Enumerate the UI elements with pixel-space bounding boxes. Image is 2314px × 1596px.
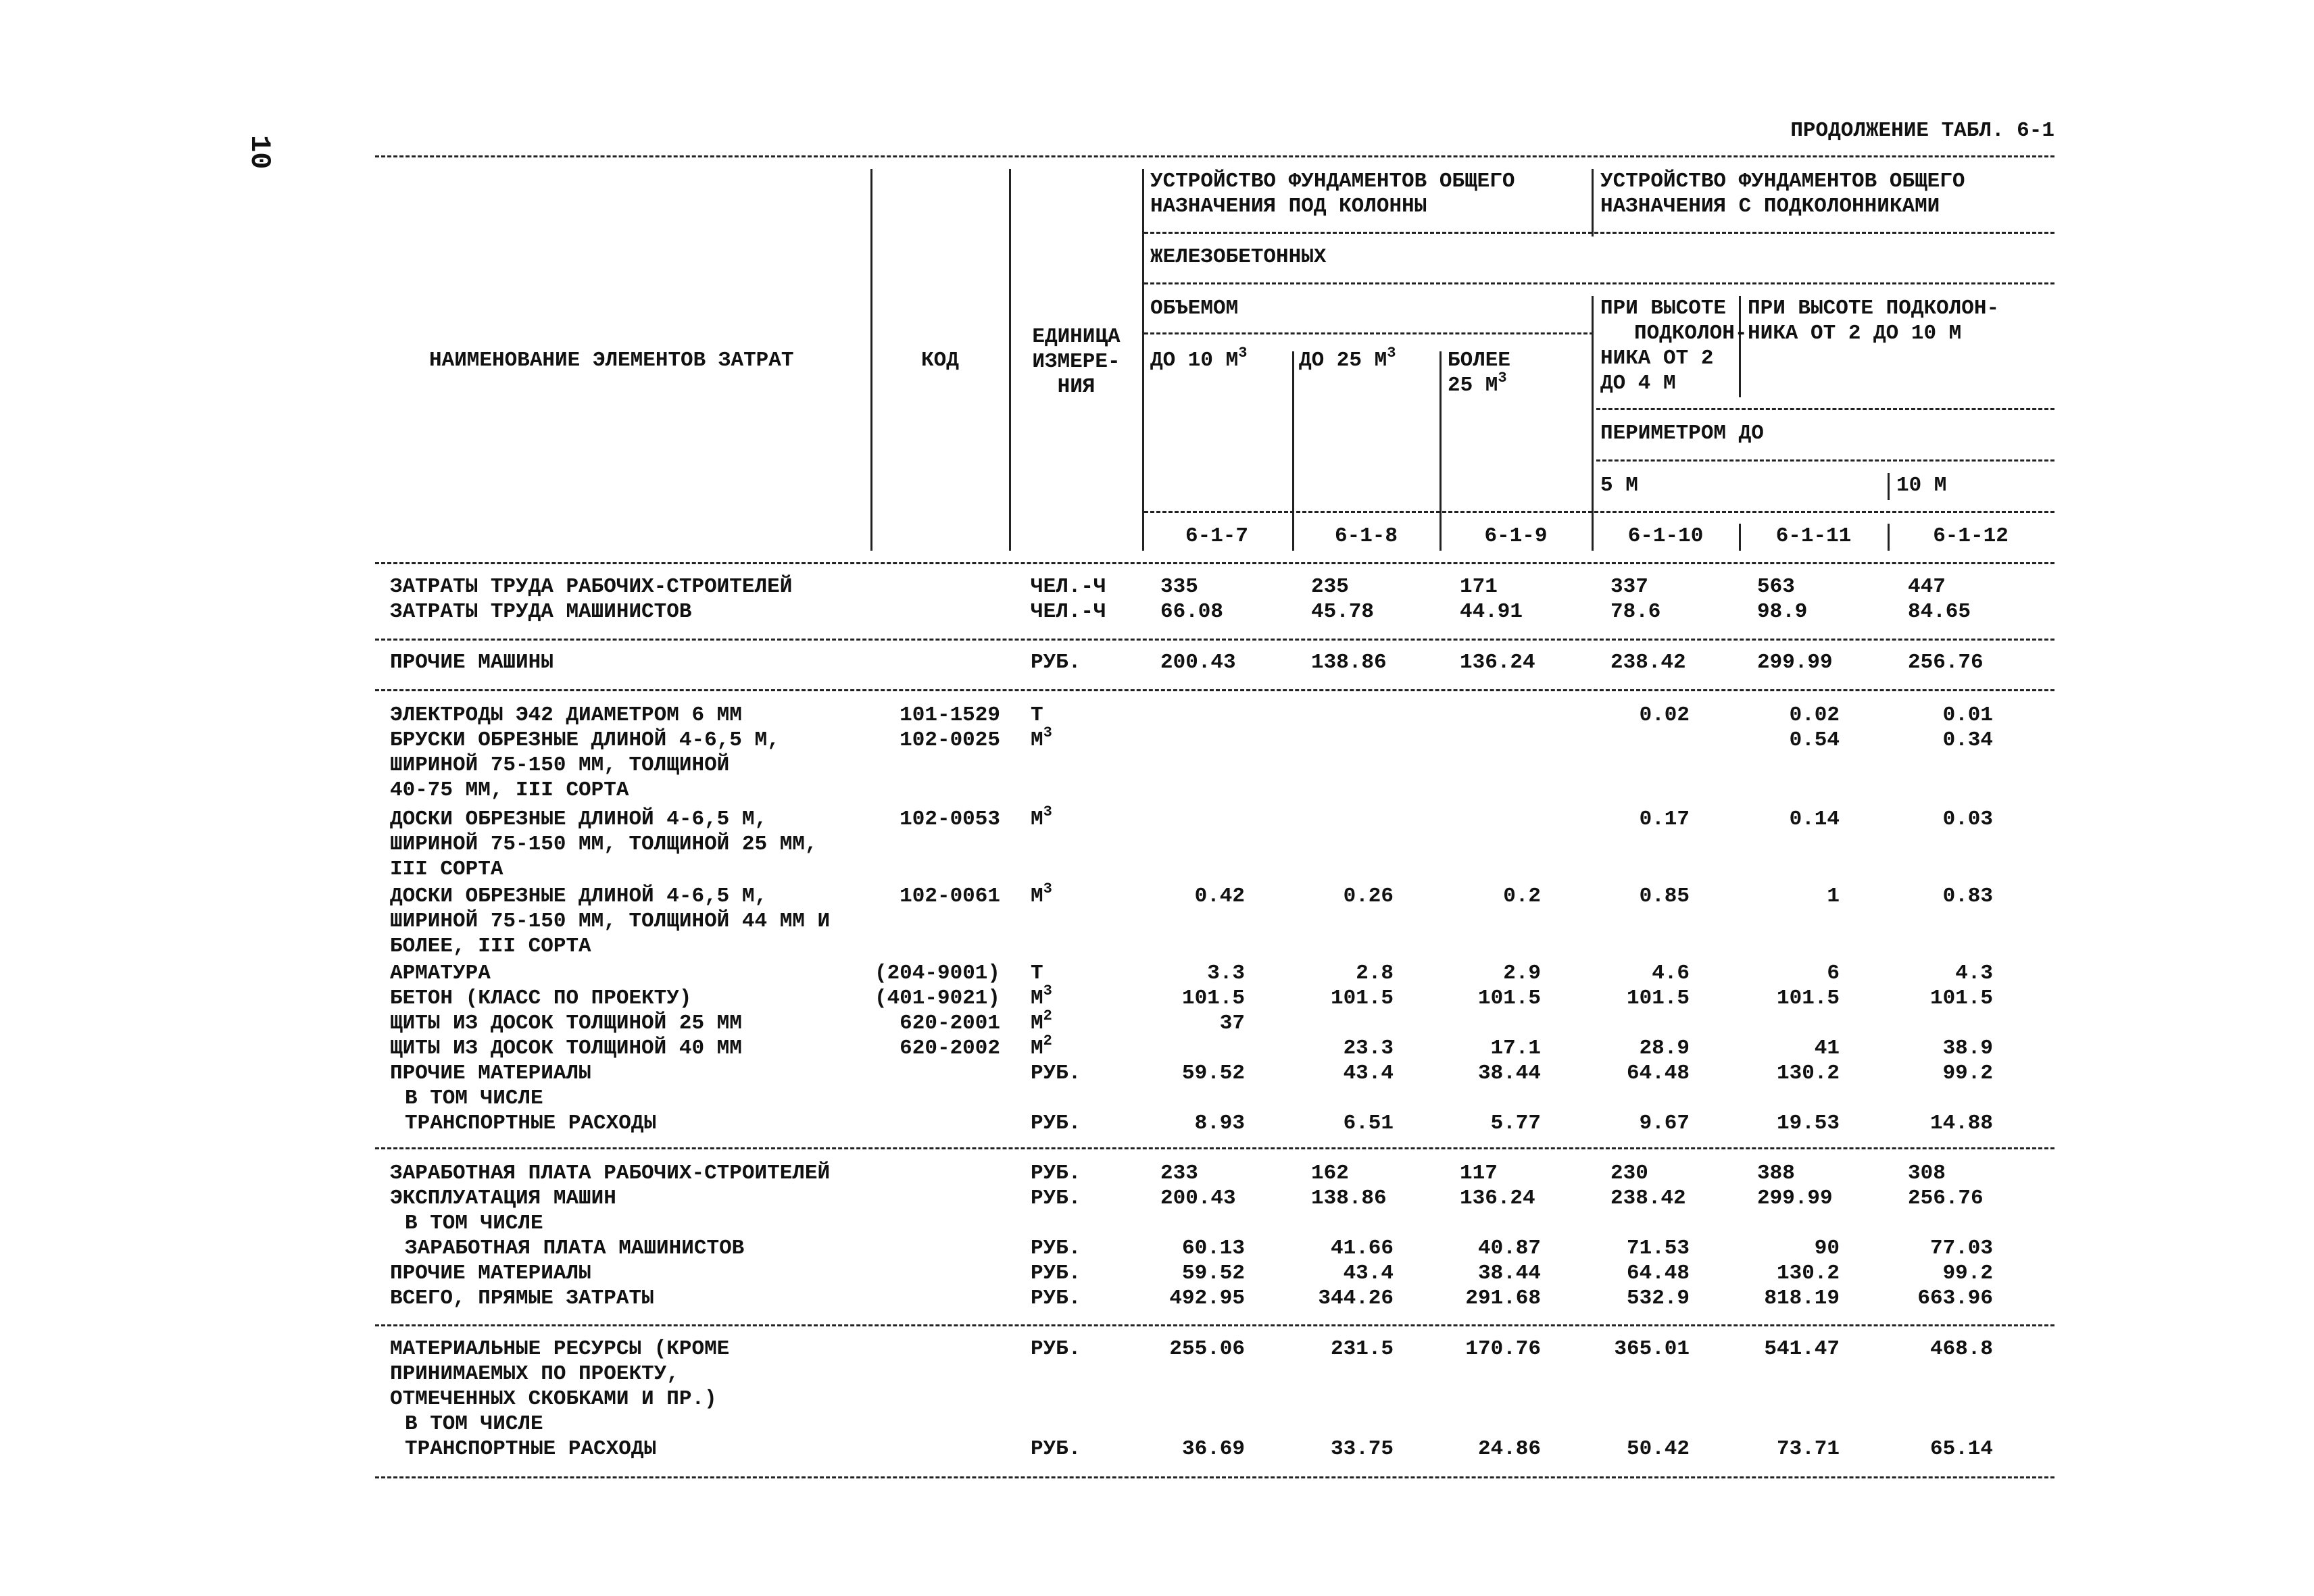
continuation-label: ПРОДОЛЖЕНИЕ ТАБЛ. 6-1 [1790,119,2054,143]
row-value: 64.48 [1626,1262,1690,1285]
row-name: ЭЛЕКТРОДЫ Э42 ДИАМЕТРОМ 6 ММ [390,703,742,727]
row-value: 78.6 [1610,600,1661,624]
header-name: НАИМЕНОВАНИЕ ЭЛЕМЕНТОВ ЗАТРАТ [429,349,794,372]
page-number: 10 [243,135,276,170]
row-name: БОЛЕЕ, III СОРТА [390,934,591,958]
table-top-rule [375,155,2054,157]
row-name: ВСЕГО, ПРЯМЫЕ ЗАТРАТЫ [390,1287,654,1310]
row-value: 17.1 [1490,1037,1541,1060]
row-name: ТРАНСПОРТНЫЕ РАСХОДЫ [405,1112,657,1135]
row-code: 102-0025 [900,728,1000,752]
code-6-1-9: 6-1-9 [1484,524,1548,548]
row-value: 2.8 [1356,962,1394,985]
row-name: ЩИТЫ ИЗ ДОСОК ТОЛЩИНОЙ 25 ММ [390,1012,742,1035]
row-value: 255.06 [1169,1337,1245,1361]
header-rule [1144,282,2054,284]
row-unit: $М^3$ [1031,803,1052,831]
row-value: 235 [1311,575,1349,599]
row-value: 38.44 [1477,1062,1541,1085]
row-name: БРУСКИ ОБРЕЗНЫЕ ДЛИНОЙ 4-6,5 М, [390,728,780,752]
row-value: 0.54 [1789,728,1840,752]
row-code: 102-0061 [900,884,1000,908]
row-value: 101.5 [1330,987,1394,1010]
row-value: 2.9 [1503,962,1541,985]
row-value: 0.02 [1789,703,1840,727]
header-unit: ЕДИНИЦА ИЗМЕРЕ- НИЯ [1032,325,1121,399]
header-vline [1888,473,1890,500]
header-rule [1144,511,2054,513]
row-unit: РУБ. [1031,1437,1081,1461]
row-value: 1 [1827,884,1840,908]
row-value: 44.91 [1460,600,1523,624]
header-rule [1144,332,1594,334]
row-name: ПРОЧИЕ МАТЕРИАЛЫ [390,1062,591,1085]
row-value: 38.9 [1942,1037,1993,1060]
row-value: 335 [1160,575,1198,599]
row-value: 4.3 [1955,962,1993,985]
header-vline [1142,169,1144,551]
section-rule [375,639,2054,641]
row-value: 238.42 [1610,1187,1686,1210]
row-code: 102-0053 [900,807,1000,831]
row-value: 6 [1827,962,1840,985]
row-value: 299.99 [1757,651,1833,674]
row-value: 170.76 [1465,1337,1541,1361]
row-unit: РУБ. [1031,1262,1081,1285]
header-vol-10: ДО 10 $М^3$ [1150,344,1248,372]
row-name: ШИРИНОЙ 75-150 ММ, ТОЛЩИНОЙ [390,753,730,777]
header-rule [1596,408,2054,410]
row-value: 256.76 [1908,1187,1984,1210]
row-value: 101.5 [1776,987,1840,1010]
row-value: 0.83 [1942,884,1993,908]
row-value: 71.53 [1626,1237,1690,1260]
header-code: КОД [921,349,959,372]
row-name: В ТОМ ЧИСЛЕ [405,1412,543,1436]
row-name: В ТОМ ЧИСЛЕ [405,1212,543,1235]
row-value: 90 [1814,1237,1840,1260]
row-value: 138.86 [1311,651,1387,674]
row-value: 136.24 [1460,1187,1535,1210]
code-6-1-11: 6-1-11 [1775,524,1852,548]
header-bottom-rule [375,562,2054,564]
header-volume: ОБЪЕМОМ [1150,297,1239,320]
row-value: 388 [1757,1162,1795,1185]
row-value: 117 [1460,1162,1498,1185]
row-value: 299.99 [1757,1187,1833,1210]
row-value: 4.6 [1652,962,1690,985]
row-value: 0.01 [1942,703,1993,727]
row-name: ШИРИНОЙ 75-150 ММ, ТОЛЩИНОЙ 25 ММ, [390,832,818,856]
row-value: 59.52 [1181,1062,1245,1085]
row-value: 24.86 [1477,1437,1541,1461]
header-perimeter: ПЕРИМЕТРОМ ДО [1600,422,1764,445]
row-value: 14.88 [1929,1112,1993,1135]
row-name: ЩИТЫ ИЗ ДОСОК ТОЛЩИНОЙ 40 ММ [390,1037,742,1060]
row-value: 5.77 [1490,1112,1541,1135]
row-value: 66.08 [1160,600,1224,624]
row-name: В ТОМ ЧИСЛЕ [405,1087,543,1110]
row-value: 818.19 [1764,1287,1840,1310]
row-name: ПРОЧИЕ МАШИНЫ [390,651,553,674]
row-value: 28.9 [1639,1037,1690,1060]
header-vline [1292,351,1294,551]
row-name: ЗАТРАТЫ ТРУДА МАШИНИСТОВ [390,600,692,624]
header-subgroup: ЖЕЛЕЗОБЕТОННЫХ [1150,245,1327,269]
row-name: БЕТОН (КЛАСС ПО ПРОЕКТУ) [390,987,692,1010]
row-value: 84.65 [1908,600,1971,624]
row-value: 337 [1610,575,1648,599]
row-value: 64.48 [1626,1062,1690,1085]
row-value: 101.5 [1626,987,1690,1010]
code-6-1-7: 6-1-7 [1185,524,1248,548]
row-value: 98.9 [1757,600,1808,624]
row-value: 19.53 [1776,1112,1840,1135]
row-unit: ЧЕЛ.-Ч [1031,575,1106,599]
row-code: 620-2002 [900,1037,1000,1060]
row-unit: РУБ. [1031,1162,1081,1185]
section-rule [375,1147,2054,1149]
row-value: 238.42 [1610,651,1686,674]
row-value: 101.5 [1181,987,1245,1010]
row-name: ДОСКИ ОБРЕЗНЫЕ ДЛИНОЙ 4-6,5 М, [390,884,768,908]
row-value: 447 [1908,575,1946,599]
header-group-columns: УСТРОЙСТВО ФУНДАМЕНТОВ ОБЩЕГО НАЗНАЧЕНИЯ ПОД КОЛОННЫ [1150,170,1515,218]
row-value: 0.85 [1639,884,1690,908]
row-value: 563 [1757,575,1795,599]
header-height-2-10: ПРИ ВЫСОТЕ ПОДКОЛОН- НИКА ОТ 2 ДО 10 М [1748,297,2000,345]
row-unit: Т [1031,962,1043,985]
row-value: 38.44 [1477,1262,1541,1285]
row-value: 0.26 [1343,884,1394,908]
row-value: 256.76 [1908,651,1984,674]
row-code: 620-2001 [900,1012,1000,1035]
row-value: 0.2 [1503,884,1541,908]
header-vline [1439,351,1442,551]
row-unit: $М^2$ [1031,1032,1052,1060]
row-value: 8.93 [1194,1112,1245,1135]
row-value: 130.2 [1776,1262,1840,1285]
row-unit: РУБ. [1031,1237,1081,1260]
row-name: ОТМЕЧЕННЫХ СКОБКАМИ И ПР.) [390,1387,717,1411]
header-group-subcolumns: УСТРОЙСТВО ФУНДАМЕНТОВ ОБЩЕГО НАЗНАЧЕНИЯ С ПОДКОЛОННИКАМИ [1600,170,1965,218]
row-value: 233 [1160,1162,1198,1185]
row-unit: РУБ. [1031,1112,1081,1135]
row-value: 200.43 [1160,651,1236,674]
row-value: 41.66 [1330,1237,1394,1260]
row-value: 65.14 [1929,1437,1993,1461]
header-perimeter-10: 10 М [1896,474,1947,497]
header-vline [870,169,872,551]
row-value: 99.2 [1942,1062,1993,1085]
row-value: 138.86 [1311,1187,1387,1210]
row-unit: РУБ. [1031,1062,1081,1085]
row-name: ПРИНИМАЕМЫХ ПО ПРОЕКТУ, [390,1362,679,1386]
row-value: 45.78 [1311,600,1375,624]
header-vol-25: ДО 25 $М^3$ [1299,344,1396,372]
row-value: 344.26 [1318,1287,1394,1310]
row-value: 23.3 [1343,1037,1394,1060]
row-value: 73.71 [1776,1437,1840,1461]
row-value: 541.47 [1764,1337,1840,1361]
header-rule [1144,232,2054,234]
row-name: АРМАТУРА [390,962,491,985]
row-code: (204-9001) [874,962,1000,985]
header-vline [1592,296,1594,551]
row-name: ШИРИНОЙ 75-150 ММ, ТОЛЩИНОЙ 44 ММ И [390,909,831,933]
row-value: 0.03 [1942,807,1993,831]
header-rule [1596,459,2054,462]
row-name: ЗАТРАТЫ ТРУДА РАБОЧИХ-СТРОИТЕЛЕЙ [390,575,793,599]
code-6-1-12: 6-1-12 [1933,524,2009,548]
row-value: 136.24 [1460,651,1535,674]
row-value: 663.96 [1917,1287,1993,1310]
row-value: 0.42 [1194,884,1245,908]
row-value: 532.9 [1626,1287,1690,1310]
row-value: 291.68 [1465,1287,1541,1310]
row-name: 40-75 ММ, III СОРТА [390,778,629,802]
row-value: 99.2 [1942,1262,1993,1285]
row-value: 50.42 [1626,1437,1690,1461]
row-value: 130.2 [1776,1062,1840,1085]
row-value: 43.4 [1343,1262,1394,1285]
row-value: 36.69 [1181,1437,1245,1461]
row-unit: $М^3$ [1031,724,1052,752]
row-name: ДОСКИ ОБРЕЗНЫЕ ДЛИНОЙ 4-6,5 М, [390,807,768,831]
row-unit: $М^2$ [1031,1007,1052,1035]
row-value: 0.17 [1639,807,1690,831]
row-name: ТРАНСПОРТНЫЕ РАСХОДЫ [405,1437,657,1461]
row-value: 101.5 [1929,987,1993,1010]
row-unit: РУБ. [1031,651,1081,674]
row-value: 492.95 [1169,1287,1245,1310]
code-6-1-8: 6-1-8 [1334,524,1398,548]
row-name: III СОРТА [390,857,503,881]
header-vline [1592,169,1594,236]
row-value: 3.3 [1207,962,1245,985]
row-value: 9.67 [1639,1112,1690,1135]
row-value: 0.14 [1789,807,1840,831]
row-code: 101-1529 [900,703,1000,727]
header-vol-more: БОЛЕЕ 25 $М^3$ [1448,349,1511,397]
row-name: ЭКСПЛУАТАЦИЯ МАШИН [390,1187,616,1210]
row-value: 162 [1311,1162,1349,1185]
row-unit: РУБ. [1031,1287,1081,1310]
row-value: 308 [1908,1162,1946,1185]
row-unit: Т [1031,703,1043,727]
row-name: ПРОЧИЕ МАТЕРИАЛЫ [390,1262,591,1285]
row-value: 468.8 [1929,1337,1993,1361]
row-value: 365.01 [1614,1337,1690,1361]
row-value: 60.13 [1181,1237,1245,1260]
row-name: МАТЕРИАЛЬНЫЕ РЕСУРСЫ (КРОМЕ [390,1337,730,1361]
row-value: 0.34 [1942,728,1993,752]
row-unit: $М^3$ [1031,880,1052,908]
row-value: 231.5 [1330,1337,1394,1361]
header-perimeter-5: 5 М [1600,474,1638,497]
row-value: 0.02 [1639,703,1690,727]
row-value: 41 [1814,1037,1840,1060]
header-height-2-4: ПРИ ВЫСОТЕ ПОДКОЛОН- НИКА ОТ 2 ДО 4 М [1600,297,1748,395]
row-code: (401-9021) [874,987,1000,1010]
row-value: 37 [1219,1012,1245,1035]
row-value: 77.03 [1929,1237,1993,1260]
row-unit: ЧЕЛ.-Ч [1031,600,1106,624]
row-name: ЗАРАБОТНАЯ ПЛАТА РАБОЧИХ-СТРОИТЕЛЕЙ [390,1162,831,1185]
section-rule [375,1324,2054,1326]
section-rule [375,689,2054,691]
row-value: 40.87 [1477,1237,1541,1260]
row-value: 230 [1610,1162,1648,1185]
row-unit: $М^3$ [1031,982,1052,1010]
row-value: 6.51 [1343,1112,1394,1135]
row-name: ЗАРАБОТНАЯ ПЛАТА МАШИНИСТОВ [405,1237,745,1260]
row-value: 59.52 [1181,1262,1245,1285]
row-value: 43.4 [1343,1062,1394,1085]
row-value: 171 [1460,575,1498,599]
table-bottom-rule [375,1476,2054,1478]
row-unit: РУБ. [1031,1187,1081,1210]
code-6-1-10: 6-1-10 [1627,524,1704,548]
row-unit: РУБ. [1031,1337,1081,1361]
row-value: 33.75 [1330,1437,1394,1461]
row-value: 200.43 [1160,1187,1236,1210]
row-value: 101.5 [1477,987,1541,1010]
